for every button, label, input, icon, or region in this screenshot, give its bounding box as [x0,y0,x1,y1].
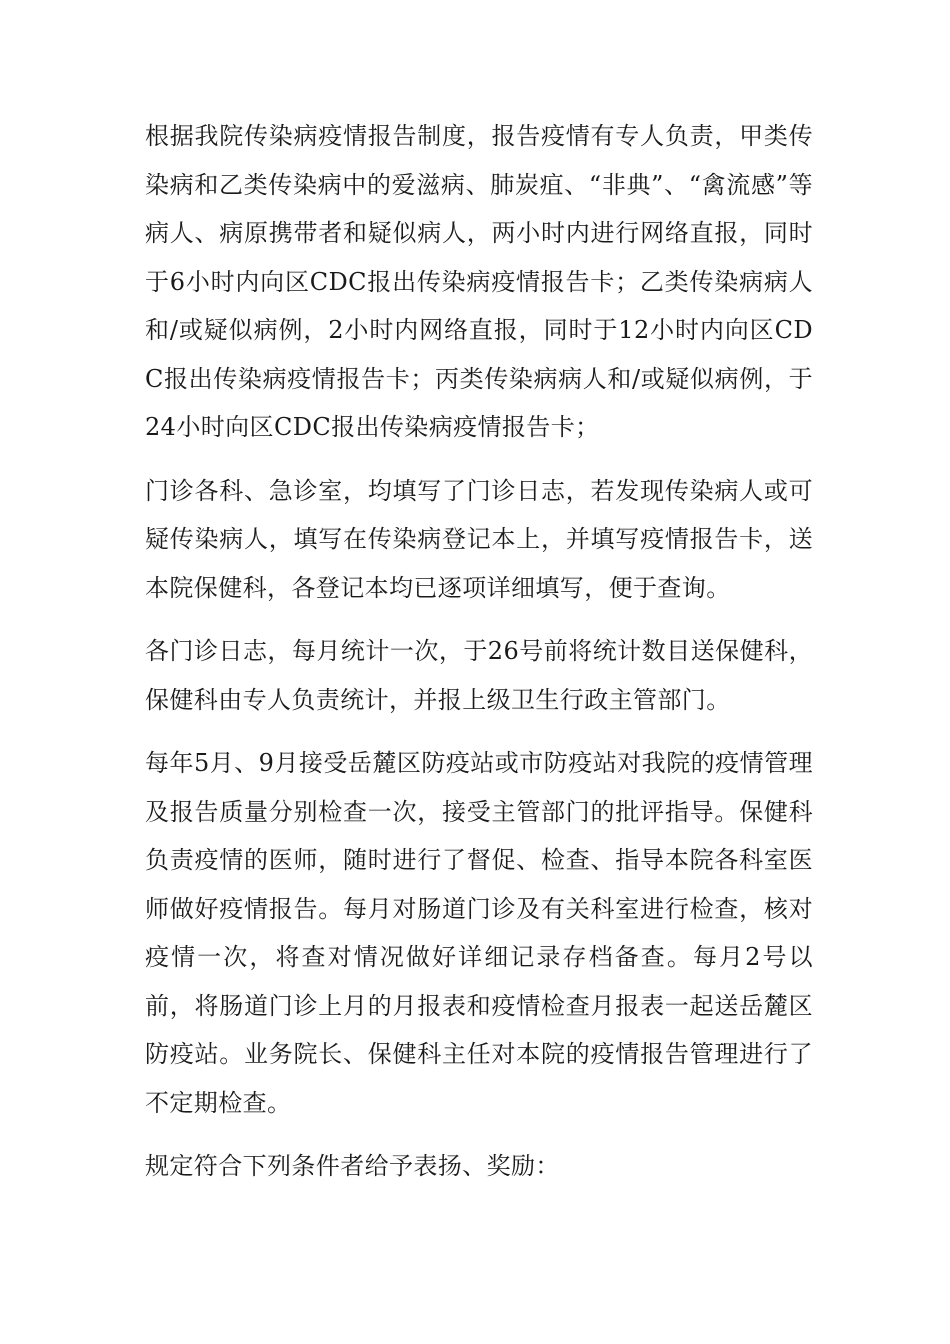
paragraph-monthly-statistics: 各门诊日志，每月统计一次，于26号前将统计数目送保健科，保健科由专人负责统计，并报上级卫生行政主管部门。 [145,637,813,714]
paragraph-outpatient-logs: 门诊各科、急诊室，均填写了门诊日志，若发现传染病人或可疑传染病人，填写在传染病登记本上，并填写疫情报告卡，送本院保健科，各登记本均已逐项详细填写，便于查询。 [145,476,813,602]
paragraph-reporting-rules: 根据我院传染病疫情报告制度，报告疫情有专人负责，甲类传染病和乙类传染病中的爱滋病、肺炭疽、“非典”、“禽流感”等病人、病原携带者和疑似病人，两小时内进行网络直报，同时于6小时内向区CDC报出传染病疫情报告卡；乙类传染病病人和/或疑似病例，2小时内网络直报，同时于12小时内向区CDC报出传染病疫情报告卡；丙类传染病病人和/或疑似病例，于24小时向区CDC报出传染病疫情报告卡； [145,122,813,441]
paragraph-rewards: 规定符合下列条件者给予表扬、奖励： [145,1152,560,1180]
document-body [145,112,813,1191]
paragraph-inspection: 每年5月、9月接受岳麓区防疫站或市防疫站对我院的疫情管理及报告质量分别检查一次，接受主管部门的批评指导。保健科负责疫情的医师，随时进行了督促、检查、指导本院各科室医师做好疫情报告。每月对肠道门诊及有关科室进行检查，核对疫情一次，将查对情况做好详细记录存档备查。每月2号以前，将肠道门诊上月的月报表和疫情检查月报表一起送岳麓区防疫站。业务院长、保健科主任对本院的疫情报告管理进行了不定期检查。 [145,749,813,1117]
